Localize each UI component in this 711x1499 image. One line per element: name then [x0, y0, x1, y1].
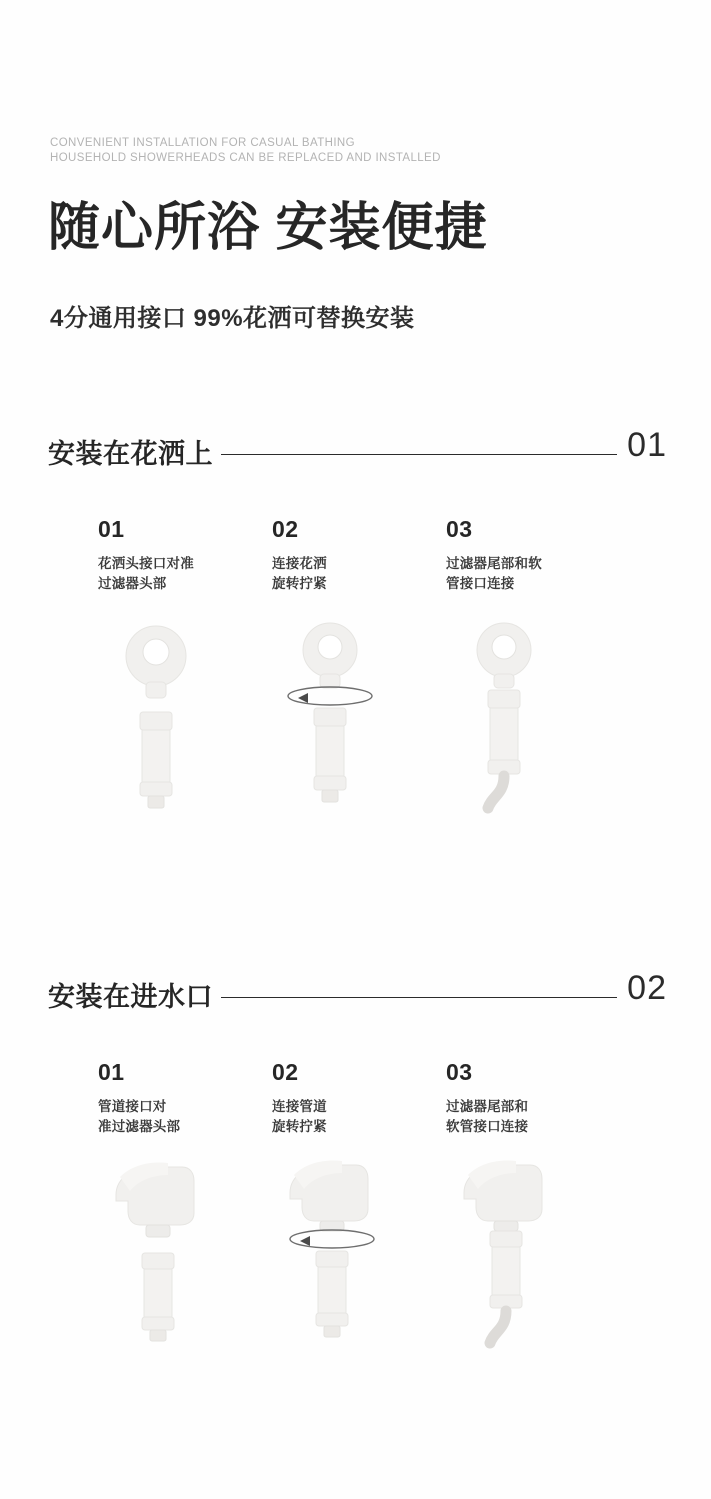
illustration-showerhead-hose [446, 608, 620, 868]
step-description-line-1: 连接管道 [272, 1099, 327, 1114]
section-number: 01 [617, 426, 667, 465]
step-description-line-2: 管接口连接 [446, 576, 515, 591]
section-header [48, 969, 667, 1021]
showerhead-filter-icon [98, 608, 268, 848]
step-description [98, 554, 272, 594]
step-description [446, 1097, 620, 1137]
step-description-line-1: 过滤器尾部和 [446, 1099, 529, 1114]
section-install-on-inlet [0, 969, 711, 1411]
showerhead-hose-icon [446, 608, 616, 848]
section-header [48, 426, 667, 478]
showerhead-rotate-icon [272, 608, 442, 848]
step-description-line-1: 过滤器尾部和软 [446, 556, 542, 571]
step-number: 01 [98, 1059, 125, 1085]
step-description-line-2: 旋转拧紧 [272, 1119, 327, 1134]
step-list [0, 516, 711, 868]
step-description-line-2: 准过滤器头部 [98, 1119, 181, 1134]
faucet-filter-icon [98, 1151, 268, 1381]
step-item [98, 516, 272, 868]
step-item [272, 1059, 446, 1411]
illustration-faucet-align [98, 1151, 272, 1411]
section-title: 安装在进水口 [48, 975, 221, 1014]
step-number: 03 [446, 516, 473, 542]
illustration-faucet-hose [446, 1151, 620, 1411]
faucet-rotate-icon [272, 1151, 442, 1381]
step-item [272, 516, 446, 868]
step-description-line-2: 软管接口连接 [446, 1119, 529, 1134]
step-number: 01 [98, 516, 125, 542]
eyebrow-text [50, 136, 441, 166]
illustration-showerhead-rotate [272, 608, 446, 868]
step-item [98, 1059, 272, 1411]
illustration-showerhead-align [98, 608, 272, 868]
step-description-line-1: 管道接口对 [98, 1099, 167, 1114]
step-description [272, 1097, 446, 1137]
step-description [98, 1097, 272, 1137]
step-description-line-2: 旋转拧紧 [272, 576, 327, 591]
step-description-line-2: 过滤器头部 [98, 576, 167, 591]
step-item [446, 1059, 620, 1411]
faucet-hose-icon [446, 1151, 616, 1381]
hose-icon [490, 1311, 506, 1343]
illustration-faucet-rotate [272, 1151, 446, 1411]
step-description [446, 554, 620, 594]
step-list [0, 1059, 711, 1411]
page-subtitle: 4分通用接口 99%花洒可替换安装 [50, 305, 415, 332]
section-title: 安装在花洒上 [48, 432, 221, 471]
step-description [272, 554, 446, 594]
step-description-line-1: 花洒头接口对准 [98, 556, 194, 571]
step-number: 03 [446, 1059, 473, 1085]
step-description-line-1: 连接花洒 [272, 556, 327, 571]
section-install-on-showerhead [0, 426, 711, 868]
eyebrow-line-2: HOUSEHOLD SHOWERHEADS CAN BE REPLACED AND INSTALLED [50, 152, 441, 164]
step-item [446, 516, 620, 868]
eyebrow-line-1: CONVENIENT INSTALLATION FOR CASUAL BATHING [50, 137, 355, 149]
page-title: 随心所浴 安装便捷 [48, 199, 488, 257]
step-number: 02 [272, 516, 299, 542]
hose-icon [488, 776, 504, 808]
step-number: 02 [272, 1059, 299, 1085]
section-number: 02 [617, 969, 667, 1008]
